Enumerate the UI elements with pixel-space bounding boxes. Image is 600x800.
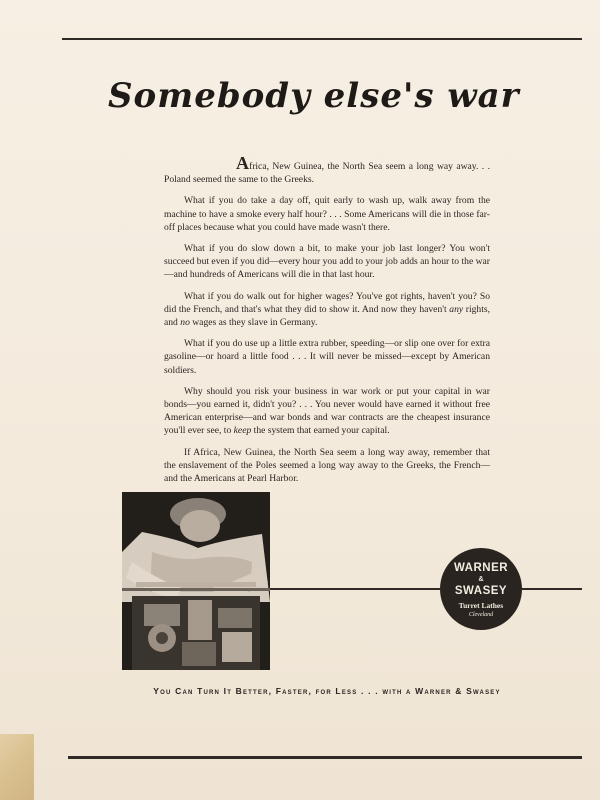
paragraph-4: What if you do walk out for higher wages? You've got rights, haven't you? So did the French, and that's what they did to show it. And now they haven't any rights, and no wages as they slave in Germany. xyxy=(164,290,490,329)
paragraph-2: What if you do take a day off, quit early to wash up, walk away from the machine to have a smoke every half hour? . . . Some Americans will die in those far-off places because what you could have made wasn't there. xyxy=(164,195,490,233)
slogan: You Can Turn It Better, Faster, for Less . . . with a Warner & Swasey xyxy=(153,686,501,696)
top-rule xyxy=(62,38,582,40)
badge-turret-lathes: Turret Lathes xyxy=(458,601,504,610)
paragraph-6: Why should you risk your business in war work or put your capital in war bonds—you earned it, didn't you? . . . You never would have earned it without free American enterprise—and war bonds and war contracts are the cheapest insurance you'll ever see, to keep the system that earned your capital. xyxy=(164,385,490,437)
bottom-rule xyxy=(68,756,582,759)
middle-rule-right xyxy=(522,588,582,590)
badge-cleveland: Cleveland xyxy=(468,612,494,618)
warner-swasey-badge xyxy=(440,548,522,630)
drop-cap: A xyxy=(236,153,249,173)
paragraph-5: What if you do use up a little extra rubber, speeding—or slip one over for extra gasoline—or hoard a little food . . . It will never be missed—except by American soldiers. xyxy=(164,338,490,376)
paragraph-1: Africa, New Guinea, the North Sea seem a long way away. . . Poland seemed the same to the Greeks. xyxy=(164,153,490,186)
paragraph-3: What if you do slow down a bit, to make your job last longer? You won't succeed but even if you did—every hour you add to your job adds an hour to the war—and hundreds of Americans will die in that last hour. xyxy=(164,243,490,281)
headline: Somebody else's war xyxy=(108,76,520,116)
tape-mark xyxy=(0,734,34,800)
badge-ampersand: & xyxy=(478,576,484,583)
photo-illustration xyxy=(122,492,270,670)
badge-swasey: SWASEY xyxy=(454,585,508,597)
middle-rule-left xyxy=(270,588,440,590)
body-copy xyxy=(164,153,490,493)
paragraph-7: If Africa, New Guinea, the North Sea seem a long way away, remember that the enslavement of the Poles seemed a long way away to the Greeks, the French—and the Americans at Pearl Harbor. xyxy=(164,446,490,485)
badge-warner: WARNER xyxy=(453,562,509,574)
machinist-photo xyxy=(122,492,270,670)
